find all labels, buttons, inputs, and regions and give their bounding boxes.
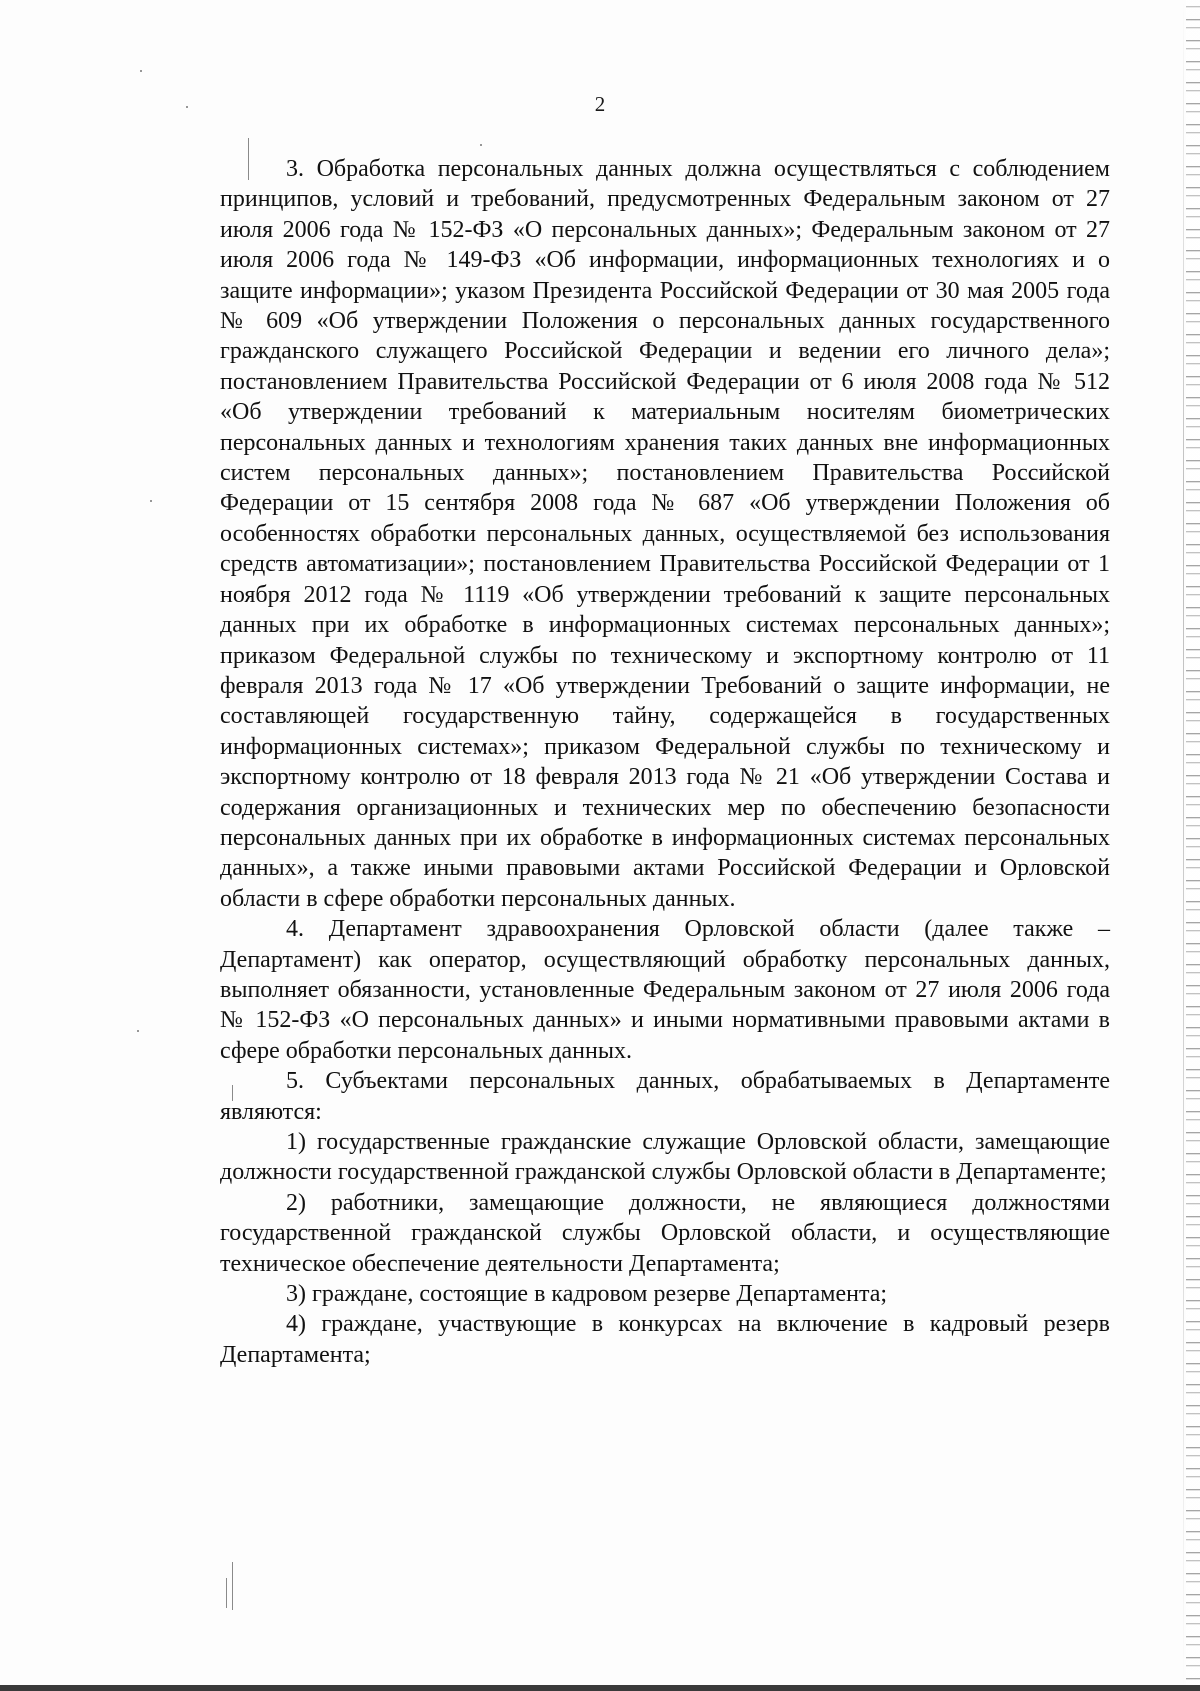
paragraph-5: 5. Субъектами персональных данных, обрабатываемых в Департаменте являются: xyxy=(220,1068,1110,1125)
scan-speck xyxy=(480,144,482,146)
document-body xyxy=(220,154,1110,1370)
scan-speck xyxy=(137,1030,139,1032)
scan-speck xyxy=(140,70,142,72)
scan-edge-right xyxy=(1186,0,1200,1691)
list-item-1: 1) государственные гражданские служащие Орловской области, замещающие должности государственной гражданской службы Орловской области в Департаменте; xyxy=(220,1129,1110,1186)
list-item-2: 2) работники, замещающие должности, не являющиеся должностями государственной гражданской службы Орловской области, и осуществляющие техническое обеспечение деятельности Департамента; xyxy=(220,1189,1110,1277)
list-item-4: 4) граждане, участвующие в конкурсах на включение в кадровый резерв Департамента; xyxy=(220,1311,1110,1368)
scan-edge-bottom xyxy=(0,1685,1200,1691)
list-item-3: 3) граждане, состоящие в кадровом резерве Департамента; xyxy=(286,1281,888,1308)
margin-mark xyxy=(232,1562,233,1610)
scan-shadow-line xyxy=(1183,0,1184,1691)
page-number: 2 xyxy=(594,92,606,116)
paragraph-4: 4. Департамент здравоохранения Орловской области (далее также – Департамент) как оператор, осуществляющий обработку персональных данных, выполняет обязанности, установленные Федеральным законом от 27 июля 2006 года № 152-ФЗ «О персональных данных» и иными нормативными правовыми актами в сфере обработки персональных данных. xyxy=(220,916,1110,1064)
margin-mark xyxy=(226,1578,227,1608)
paragraph-3: 3. Обработка персональных данных должна осуществляться с соблюдением принципов, условий и требований, предусмотренных Федеральным законом от 27 июля 2006 года № 152-ФЗ «О персональных данных»; Федеральным законом от 27 июля 2006 года № 149-ФЗ «Об информации, информационных технологиях и о защите информации»; указом Президента Российской Федерации от 30 мая 2005 года № 609 «Об утверждении Положения о персональных данных государственного гражданского служащего Российской Федерации и ведении его личного дела»; постановлением Правительства Российской Федерации от 6 июля 2008 года № 512 «Об утверждении требований к материальным носителям биометрических персональных данных и технологиям хранения таких данных вне информационных систем персональных данных»; постановлением Правительства Российской Федерации от 15 сентября 2008 года № 687 «Об утверждении Положения об особенностях обработки персональных данных, осуществляемой без использования средств автоматизации»; постановлением Правительства Российской Федерации от 1 ноября 2012 года № 1119 «Об утверждении требований к защите персональных данных при их обработке в информационных системах персональных данных»; приказом Федеральной службы по техническому и экспортному контролю от 11 февраля 2013 года № 17 «Об утверждении Требований о защите информации, не составляющей государственную тайну, содержащейся в государственных информационных системах»; приказом Федеральной службы по техническому и экспортному контролю от 18 февраля 2013 года № 21 «Об утверждении Состава и содержания организационных и технических мер по обеспечению безопасности персональных данных при их обработке в информационных системах персональных данных», а также иными правовыми актами Российской Федерации и Орловской области в сфере обработки персональных данных. xyxy=(220,156,1110,912)
scan-speck xyxy=(150,500,152,502)
